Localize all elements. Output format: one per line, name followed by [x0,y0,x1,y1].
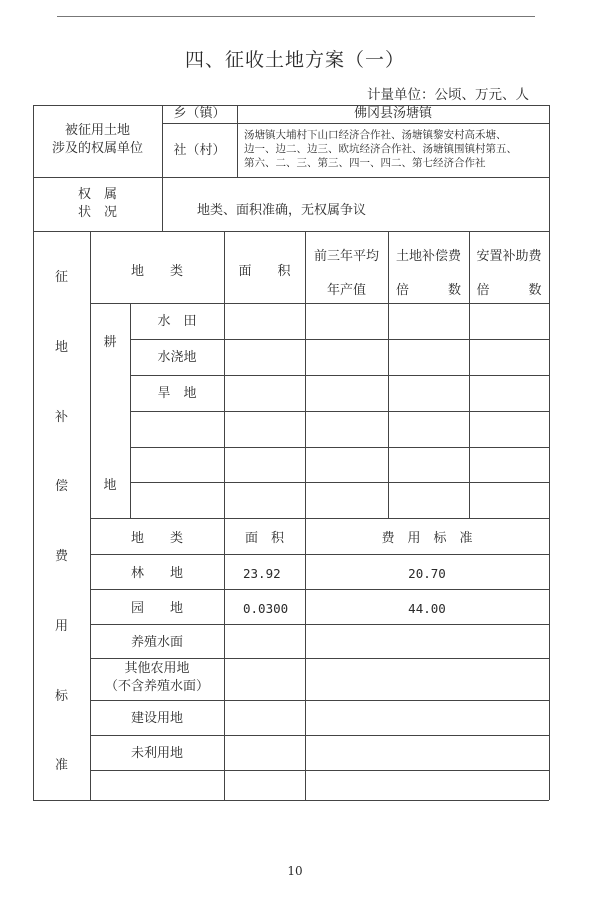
other-row-line [90,624,549,625]
farm-col-output-1: 前三年平均 [313,249,379,264]
other-row-standard: 44.00 [408,601,446,616]
rights-label-line2: 状 况 [77,205,117,220]
other-row-line [90,700,549,701]
farm-row-line [130,375,549,376]
farm-row-line [130,411,549,412]
table-right-border [549,105,550,800]
farm-row-line [130,447,549,448]
other-row-line [90,658,549,659]
farm-col-category: 地 类 [130,264,183,279]
side-label-char-8: 准 [54,758,68,773]
township-value: 佛冈县汤塘镇 [353,106,432,121]
village-line-2: 边一、边二、边三、欧坑经济合作社、汤塘镇围镇村第五、 [244,143,517,155]
owner-label-line1: 被征用土地 [64,123,130,138]
rights-label-line1: 权 属 [77,187,117,202]
side-label-char-5: 费 [54,549,68,564]
side-label-char-7: 标 [54,689,68,704]
side-label-char-1: 征 [54,270,68,285]
other-header-bottom [90,554,549,555]
village-line-3: 第六、二、三、第三、四一、四二、第七经济合作社 [244,157,486,169]
other-row-name: 林 地 [130,566,183,581]
side-label-char-4: 偿 [54,479,68,494]
farm-row-irrigated: 水浇地 [157,350,197,365]
farm-row-dry: 旱 地 [157,386,197,401]
table-bottom-border [33,800,549,801]
township-label: 乡（镇） [173,106,226,121]
page-number: 10 [287,864,303,878]
owner-label-line2: 涉及的权属单位 [51,141,143,156]
rights-bottom [33,231,549,232]
farm-row-line [130,482,549,483]
owner-row-divider [162,123,549,124]
rights-divider [162,177,163,231]
farm-col-resettle-2: 倍 数 [476,283,542,298]
other-row-area: 0.0300 [243,601,289,616]
farm-col-comp-2: 倍 数 [395,283,461,298]
geng-di-label: 地 [103,478,117,493]
unit-note: 计量单位：公顷、万元、人 [367,87,529,103]
owner-bottom [33,177,549,178]
farm-row-paddy: 水 田 [157,314,197,329]
other-col-area: 面 积 [244,531,284,546]
other-row-line [90,589,549,590]
other-row-name-note: （不含养殖水面） [104,679,209,694]
farm-col-comp-1: 土地补偿费 [395,249,461,264]
other-row-line [90,735,549,736]
standard-column-divider [305,518,306,800]
side-label-char-3: 补 [54,410,68,425]
other-row-name: 未利用地 [130,746,183,761]
other-row-name: 园 地 [130,601,183,616]
other-row-standard: 20.70 [408,566,446,581]
other-row-name: 建设用地 [130,711,183,726]
other-col-standard: 费 用 标 准 [381,531,473,546]
area-column-divider [224,231,225,800]
village-label: 社（村） [173,143,226,158]
village-line-1: 汤塘镇大埔村下山口经济合作社、汤塘镇黎安村高禾塘、 [244,129,507,141]
other-col-category: 地 类 [130,531,183,546]
farm-header-bottom [90,303,549,304]
other-row-line [90,770,549,771]
geng-label: 耕 [103,335,117,350]
farm-col-resettle-1: 安置补助费 [476,249,542,264]
other-row-name: 其他农用地 [124,661,190,676]
rights-value: 地类、面积准确，无权属争议 [197,203,367,218]
farm-block-bottom [90,518,549,519]
other-row-area: 23.92 [243,566,281,581]
side-label-char-6: 用 [54,619,68,634]
page-title: 四、征收土地方案（一） [184,49,405,71]
side-label-char-2: 地 [54,340,68,355]
other-row-name: 养殖水面 [130,635,183,650]
farm-col-area: 面 积 [238,264,291,279]
farm-row-line [130,339,549,340]
farm-col-output-2: 年产值 [326,283,366,298]
header-rule [57,16,535,17]
